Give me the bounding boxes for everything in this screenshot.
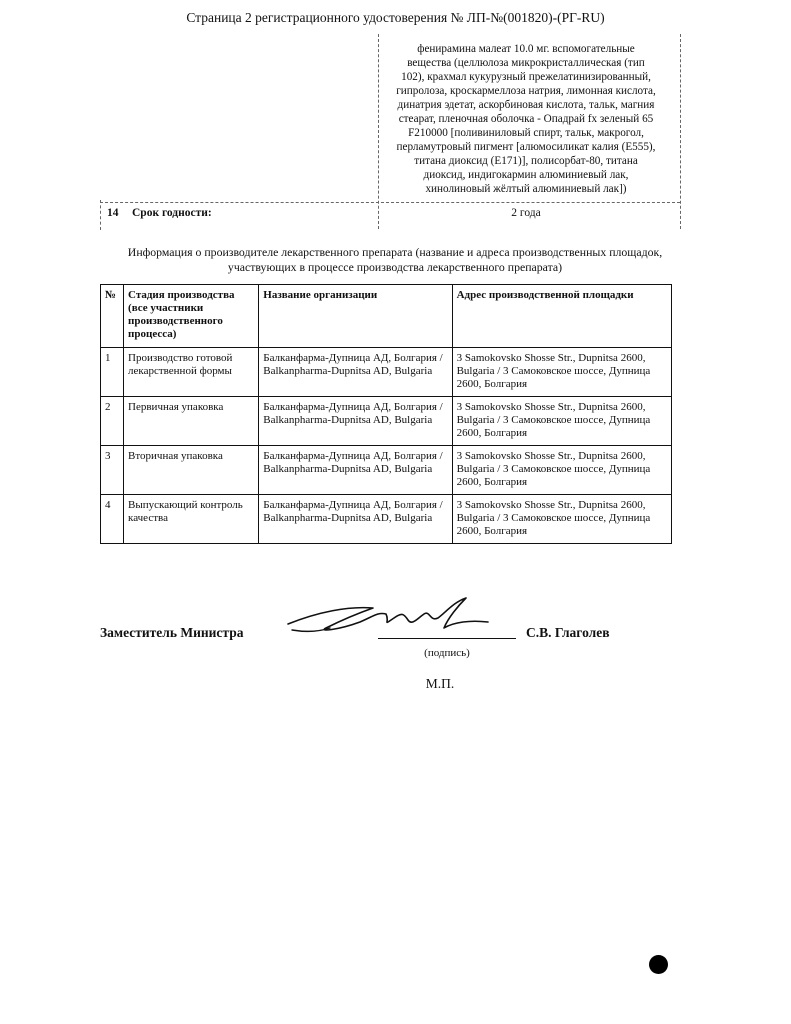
signature-caption: (подпись)	[424, 647, 470, 659]
row-number: 1	[101, 348, 124, 397]
excipients-line: динатрия эдетат, аскорбиновая кислота, тальк, магния	[397, 99, 655, 111]
row-organization: Балканфарма-Дупница АД, Болгария / Balkanpharma-Dupnitsa AD, Bulgaria	[259, 446, 452, 495]
row-address: 3 Samokovsko Shosse Str., Dupnitsa 2600, Bulgaria / 3 Самоковское шоссе, Дупница 2600, Болгария	[452, 397, 671, 446]
excipients-text	[378, 42, 674, 196]
excipients-line: фенирамина малеат 10.0 мг. вспомогательные	[417, 43, 635, 55]
excipients-line: хинолиновый жёлтый алюминиевый лак])	[425, 183, 627, 195]
dashed-divider	[100, 200, 101, 230]
excipients-line: титана диоксид (Е171)], полисорбат-80, титана	[414, 155, 638, 167]
row-address: 3 Samokovsko Shosse Str., Dupnitsa 2600, Bulgaria / 3 Самоковское шоссе, Дупница 2600, Болгария	[452, 348, 671, 397]
dashed-divider	[680, 34, 681, 229]
page-header: Страница 2 регистрационного удостоверения № ЛП-№(001820)-(РГ-RU)	[186, 10, 605, 25]
signer-name: С.В. Глаголев	[526, 625, 610, 640]
column-header-organization: Название организации	[259, 285, 452, 348]
shelf-life-number: 14	[107, 207, 119, 219]
row-stage: Вторичная упаковка	[124, 446, 259, 495]
column-header-number: №	[101, 285, 124, 348]
signature-line	[378, 638, 516, 639]
shelf-life-label: Срок годности:	[132, 207, 212, 219]
scan-dot-mark	[649, 955, 668, 974]
excipients-line: стеарат, пленочная оболочка - Опадрай fx зеленый 65	[398, 113, 654, 125]
excipients-line: диоксид, индигокармин алюминиевый лак,	[423, 169, 629, 181]
row-address: 3 Samokovsko Shosse Str., Dupnitsa 2600, Bulgaria / 3 Самоковское шоссе, Дупница 2600, Болгария	[452, 495, 671, 544]
signer-position: Заместитель Министра	[100, 625, 244, 640]
table-header-row	[101, 285, 672, 348]
row-stage: Производство готовой лекарственной формы	[124, 348, 259, 397]
heading-line: участвующих в процессе производства лекарственного препарата)	[227, 260, 563, 274]
table-row	[101, 495, 672, 544]
table-row	[101, 348, 672, 397]
table-row	[101, 397, 672, 446]
row-organization: Балканфарма-Дупница АД, Болгария / Balkanpharma-Dupnitsa AD, Bulgaria	[259, 397, 452, 446]
heading-line: Информация о производителе лекарственного препарата (название и адреса производственных площадок,	[127, 245, 663, 259]
manufacturer-table	[100, 284, 672, 544]
table-row	[101, 446, 672, 495]
shelf-life-value: 2 года	[511, 207, 541, 219]
column-header-address: Адрес производственной площадки	[452, 285, 671, 348]
seal-mark: М.П.	[425, 676, 455, 691]
row-organization: Балканфарма-Дупница АД, Болгария / Balkanpharma-Dupnitsa AD, Bulgaria	[259, 348, 452, 397]
excipients-line: F210000 [поливиниловый спирт, тальк, макрогол,	[408, 127, 644, 139]
row-number: 2	[101, 397, 124, 446]
column-header-stage: Стадия производства (все участники производственного процесса)	[124, 285, 259, 348]
row-number: 3	[101, 446, 124, 495]
dashed-divider	[100, 202, 680, 203]
excipients-line: 102), крахмал кукурузный прежелатинизированный,	[401, 71, 651, 83]
row-stage: Выпускающий контроль качества	[124, 495, 259, 544]
excipients-line: перламутровый пигмент [алюмосиликат калия (Е555),	[396, 141, 656, 153]
row-stage: Первичная упаковка	[124, 397, 259, 446]
row-address: 3 Samokovsko Shosse Str., Dupnitsa 2600, Bulgaria / 3 Самоковское шоссе, Дупница 2600, Болгария	[452, 446, 671, 495]
handwritten-signature	[278, 592, 498, 642]
manufacturer-info-heading	[100, 245, 690, 275]
excipients-line: вещества (целлюлоза микрокристаллическая (тип	[407, 57, 645, 69]
excipients-line: гипролоза, кроскармеллоза натрия, лимонная кислота,	[396, 85, 656, 97]
row-number: 4	[101, 495, 124, 544]
row-organization: Балканфарма-Дупница АД, Болгария / Balkanpharma-Dupnitsa AD, Bulgaria	[259, 495, 452, 544]
